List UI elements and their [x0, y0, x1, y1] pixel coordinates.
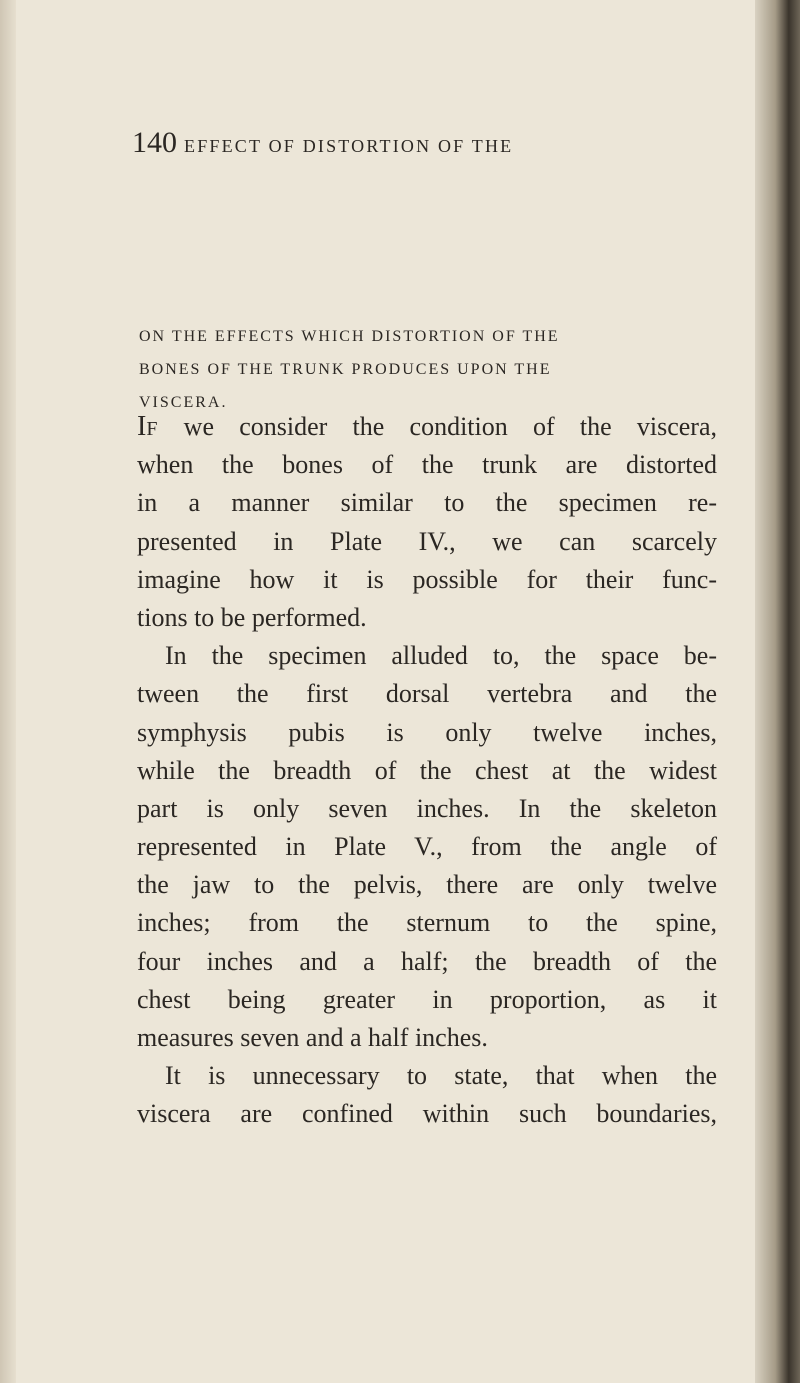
first-line-rest: we consider the condition of the viscera, [158, 412, 717, 441]
text-line: In the specimen alluded to, the space be- [165, 641, 717, 671]
small-cap: F [146, 418, 159, 440]
text-line: four inches and a half; the breadth of the [137, 946, 717, 976]
page-gutter [0, 0, 16, 1383]
text-line: the jaw to the pelvis, there are only twelve [137, 870, 717, 900]
body-text [137, 408, 717, 1134]
text-line: symphysis pubis is only twelve inches, [137, 717, 717, 747]
section-title [139, 320, 719, 419]
text-line: measures seven and a half inches. [137, 1023, 488, 1052]
text-line: tween the first dorsal vertebra and the [137, 679, 717, 709]
section-title-line: ON THE EFFECTS WHICH DISTORTION OF THE [139, 328, 560, 345]
text-line: when the bones of the trunk are distorted [137, 450, 717, 480]
text-line: chest being greater in proportion, as it [137, 984, 717, 1014]
text-line: viscera are confined within such boundaries, [137, 1099, 717, 1129]
text-line: presented in Plate IV., we can scarcely [137, 526, 717, 556]
text-line: part is only seven inches. In the skeleton [137, 793, 717, 823]
text-line: represented in Plate V., from the angle of [137, 832, 717, 862]
section-title-line: VISCERA. [139, 394, 228, 411]
text-line: tions to be performed. [137, 602, 367, 632]
text-line: inches; from the sternum to the spine, [137, 908, 717, 938]
section-title-line: BONES OF THE TRUNK PRODUCES UPON THE [139, 361, 552, 378]
running-head: EFFECT OF DISTORTION OF THE [184, 136, 514, 156]
text-line-first [137, 408, 717, 446]
text-line: It is unnecessary to state, that when the [165, 1061, 717, 1091]
text-line: in a manner similar to the specimen re- [137, 488, 717, 518]
drop-cap: I [137, 411, 147, 442]
text-line: while the breadth of the chest at the widest [137, 755, 717, 785]
page-header [132, 126, 692, 166]
page-number: 140 [132, 126, 177, 159]
text-line: imagine how it is possible for their func- [137, 564, 717, 594]
page-edge [755, 0, 800, 1383]
